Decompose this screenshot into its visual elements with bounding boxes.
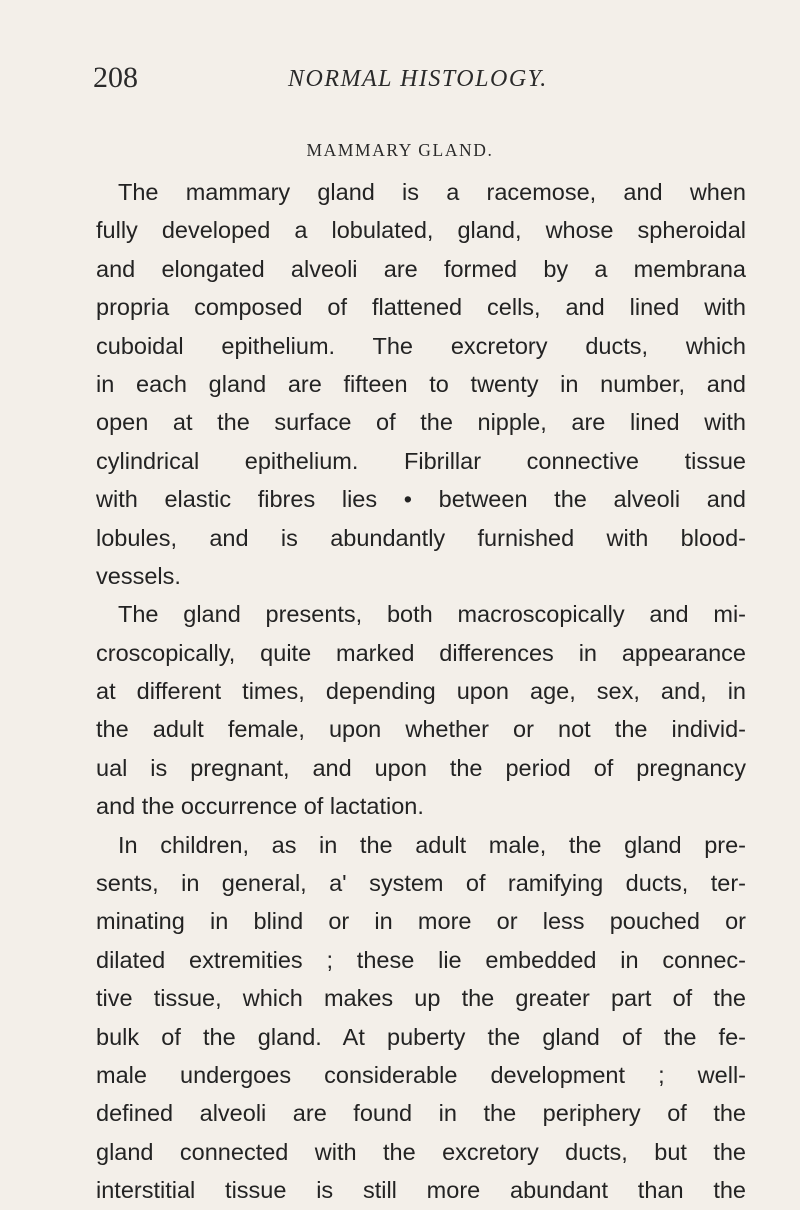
text-line: gland connected with the excretory ducts, but the xyxy=(96,1138,746,1165)
text-line: cuboidal epithelium. The excretory ducts, which xyxy=(96,332,746,359)
text-line: fully developed a lobulated, gland, whose spheroidal xyxy=(96,217,746,244)
text-line: with elastic fibres lies • between the alveoli and xyxy=(96,486,746,513)
text-line: dilated extremities ; these lie embedded in connec- xyxy=(96,946,746,973)
text-line: lobules, and is abundantly furnished with blood- xyxy=(96,524,746,551)
text-line: in each gland are fifteen to twenty in number, and xyxy=(96,370,746,397)
text-line: propria composed of flattened cells, and lined with xyxy=(96,294,746,321)
text-line: interstitial tissue is still more abundant than the xyxy=(96,1177,746,1204)
running-head xyxy=(0,62,800,102)
text-line: minating in blind or in more or less pouched or xyxy=(96,908,746,935)
section-heading: MAMMARY GLAND. xyxy=(306,140,494,160)
text-line: the adult female, upon whether or not the individ- xyxy=(96,716,746,743)
text-line: male undergoes considerable development ; well- xyxy=(96,1061,746,1088)
text-line: vessels. xyxy=(96,562,181,589)
text-line: open at the surface of the nipple, are lined with xyxy=(96,409,746,436)
text-line: cylindrical epithelium. Fibrillar connective tissue xyxy=(96,447,746,474)
page-number: 208 xyxy=(93,61,138,94)
text-line: and elongated alveoli are formed by a membrana xyxy=(96,255,746,282)
text-line: tive tissue, which makes up the greater part of the xyxy=(96,985,746,1012)
text-line: and the occurrence of lactation. xyxy=(96,793,424,820)
text-line: at different times, depending upon age, sex, and, in xyxy=(96,678,746,705)
text-line: ual is pregnant, and upon the period of pregnancy xyxy=(96,754,746,781)
text-line: defined alveoli are found in the periphery of the xyxy=(96,1100,746,1127)
text-line: sents, in general, a' system of ramifying ducts, ter- xyxy=(96,870,746,897)
text-line: The mammary gland is a racemose, and when xyxy=(118,179,746,205)
text-line: bulk of the gland. At puberty the gland of the fe- xyxy=(96,1023,746,1050)
running-title: NORMAL HISTOLOGY. xyxy=(288,66,548,92)
text-line: croscopically, quite marked differences in appearance xyxy=(96,639,746,666)
text-line: In children, as in the adult male, the gland pre- xyxy=(118,831,746,858)
text-line: The gland presents, both macroscopically and mi- xyxy=(118,601,746,628)
body-text xyxy=(96,173,746,1210)
